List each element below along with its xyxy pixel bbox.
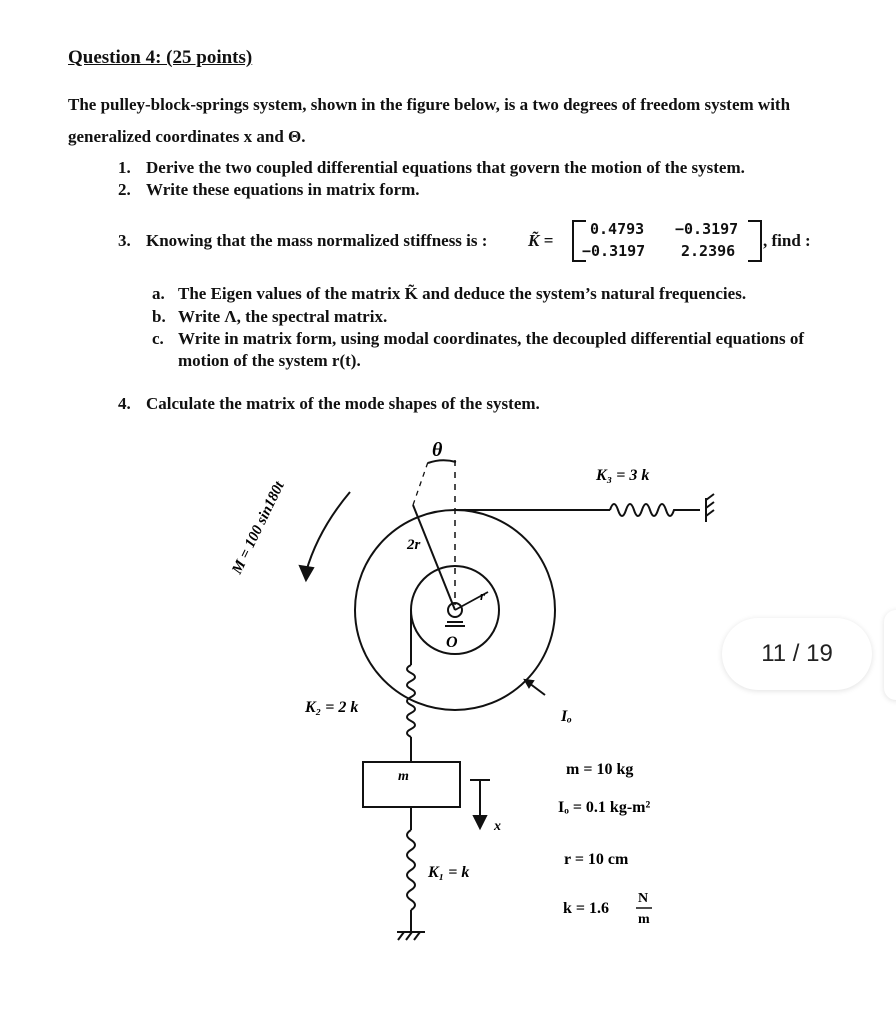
param-radius: r = 10 cm xyxy=(564,851,629,868)
unit-numerator: N xyxy=(638,891,649,906)
list-item-text: Write these equations in matrix form. xyxy=(146,180,420,199)
o-label: O xyxy=(446,634,458,651)
stiffness-symbol: K̃ = xyxy=(528,231,554,250)
subitem-number: b. xyxy=(152,307,166,326)
next-page-edge xyxy=(884,610,896,700)
k3-label: K₃ = 3 k xyxy=(596,467,650,484)
rotated-reference-line xyxy=(413,462,428,505)
page-indicator-label: 11 / 19 xyxy=(761,640,833,667)
spring-k3 xyxy=(610,504,700,516)
unit-denominator: m xyxy=(638,912,650,927)
x-arrowhead xyxy=(474,816,486,828)
moment-label: M = 100 sin180t xyxy=(229,479,288,577)
list-item-number: 1. xyxy=(118,158,131,177)
intro-line-2: generalized coordinates x and Θ. xyxy=(68,127,306,146)
intro-line-1: The pulley-block-springs system, shown in the figure below, is a two degrees of freedom system with xyxy=(68,95,791,114)
param-inertia: Iₒ = 0.1 kg-m² xyxy=(558,799,651,816)
list-item-text: Derive the two coupled differential equations that govern the motion of the system. xyxy=(146,158,745,177)
subitem-number: a. xyxy=(152,284,165,303)
list-item-number: 4. xyxy=(118,394,131,413)
stiffness-suffix: , find : xyxy=(763,231,811,250)
matrix-cell-12: −0.3197 xyxy=(675,220,739,238)
io-label: Iₒ xyxy=(561,708,572,725)
list-item-text: Knowing that the mass normalized stiffness is : xyxy=(146,231,488,250)
pivot-support xyxy=(445,622,465,626)
subitem-text: Write in matrix form, using modal coordinates, the decoupled differential equations of xyxy=(178,329,804,348)
k2-label: K₂ = 2 k xyxy=(305,699,359,716)
moment-arc xyxy=(306,492,350,572)
radius-2r-line xyxy=(413,505,455,610)
subitem-text: The Eigen values of the matrix K̃ and deduce the system’s natural frequencies. xyxy=(178,284,747,303)
list-item-text: Calculate the matrix of the mode shapes of the system. xyxy=(146,394,540,413)
param-stiffness: k = 1.6 xyxy=(563,900,610,917)
matrix-cell-21: −0.3197 xyxy=(582,242,646,260)
param-mass: m = 10 kg xyxy=(566,761,634,778)
k1-label: K₁ = k xyxy=(428,864,470,881)
r-label: r xyxy=(480,588,486,603)
theta-label: θ xyxy=(432,439,443,461)
ground xyxy=(397,932,425,940)
spring-k1 xyxy=(407,830,415,910)
moment-arrowhead xyxy=(300,566,313,580)
matrix-cell-22: 2.2396 xyxy=(681,242,736,260)
page-indicator[interactable] xyxy=(722,618,872,690)
wall-k3 xyxy=(706,494,714,522)
list-item-number: 3. xyxy=(118,231,131,250)
mass-label: m xyxy=(398,769,409,784)
question-title: Question 4: (25 points) xyxy=(68,47,253,68)
mass-block xyxy=(363,762,460,807)
subitem-c-line-2: motion of the system r(t). xyxy=(178,351,361,370)
x-label: x xyxy=(494,819,501,834)
matrix-cell-11: 0.4793 xyxy=(590,220,645,238)
list-item-number: 2. xyxy=(118,180,131,199)
subitem-number: c. xyxy=(152,329,164,348)
two-r-label: 2r xyxy=(407,537,421,553)
subitem-text: Write Λ, the spectral matrix. xyxy=(178,307,388,326)
